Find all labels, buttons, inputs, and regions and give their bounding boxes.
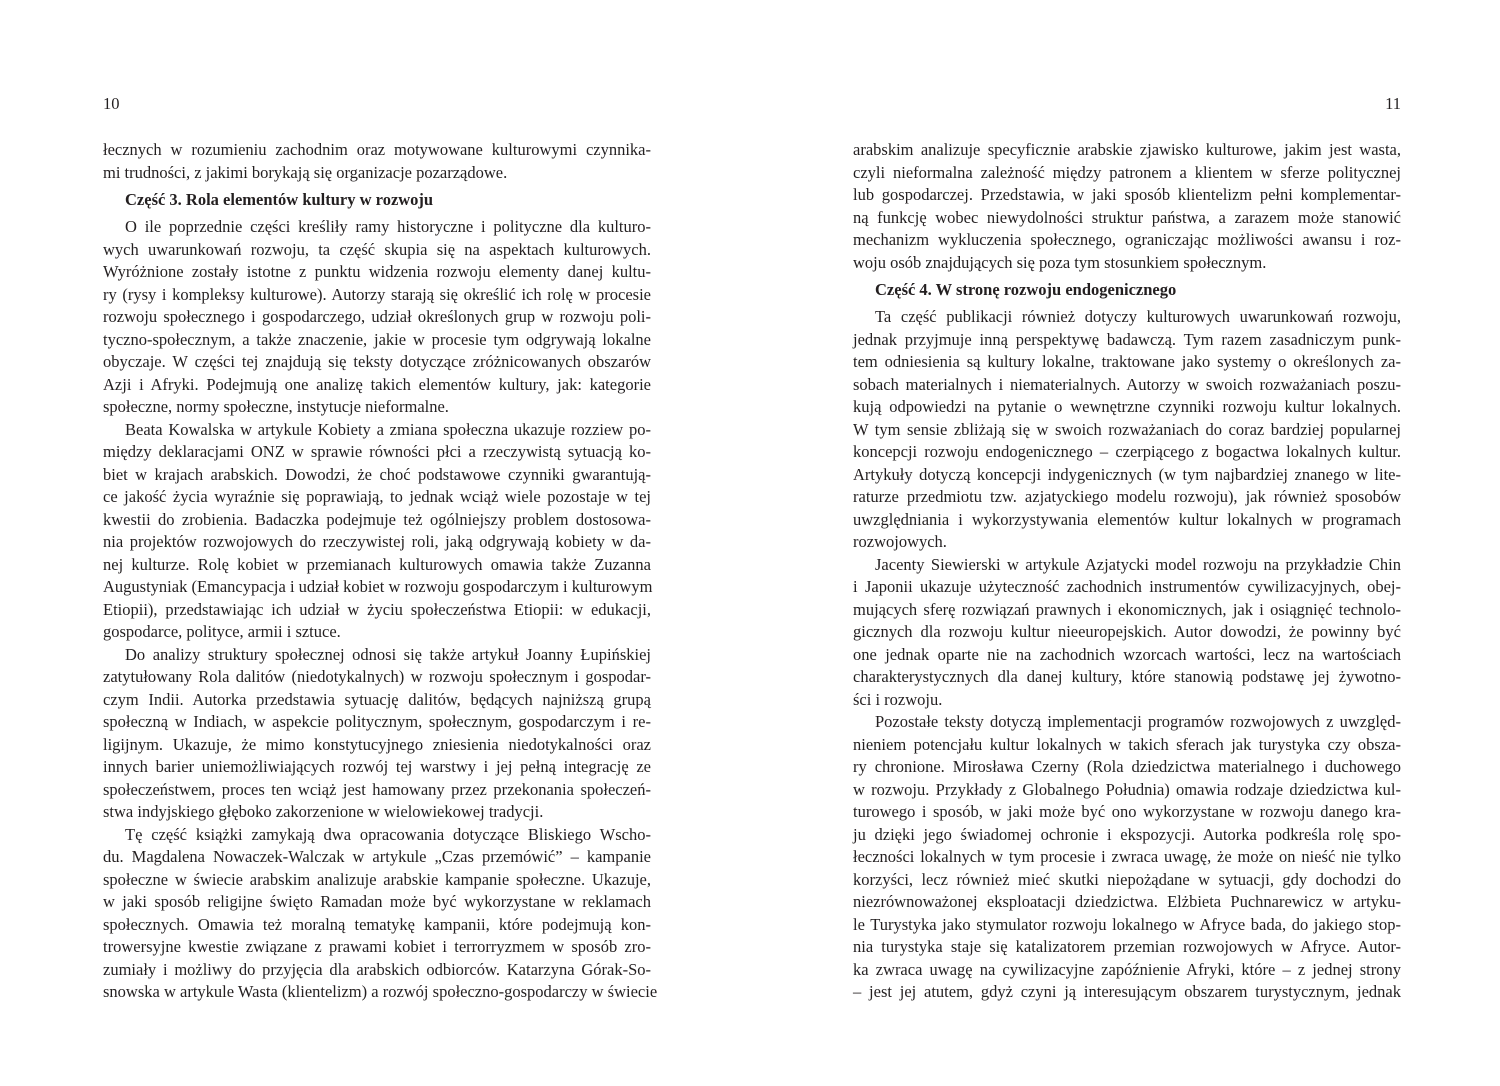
text-line: biet w krajach arabskich. Dowodzi, że choć podstawowe czynniki gwarantują- <box>103 464 651 484</box>
text-line: w jaki sposób religijne święto Ramadan może być wykorzystane w reklamach <box>103 892 651 911</box>
text-line: le Turystyka jako stymulator rozwoju lokalnego w Afryce bada, do jakiego stop- <box>853 914 1401 934</box>
text-line: czyli nieformalna zależność między patronem a klientem w sferze politycznej <box>853 162 1401 182</box>
text-line: ligijnym. Ukazuje, że mimo konstytucyjnego zniesienia niedotykalności oraz <box>103 734 651 754</box>
section-heading: Część 3. Rola elementów kultury w rozwoju <box>125 190 434 209</box>
text-line: stwa indyjskiego głęboko zakorzenione w wielowiekowej tradycji. <box>103 802 544 821</box>
text-line: Artykuły dotyczą koncepcji indygenicznych (w tym najbardziej znanego w lite- <box>853 464 1401 484</box>
page-number: 11 <box>1385 94 1401 113</box>
text-line: Do analizy struktury społecznej odnosi się także artykuł Joanny Łupińskiej <box>125 644 651 664</box>
text-line: społeczną w Indiach, w aspekcie politycznym, społecznym, gospodarczym i re- <box>103 712 651 731</box>
text-line: Pozostałe teksty dotyczą implementacji programów rozwojowych z uwzględ- <box>875 712 1401 731</box>
text-line: nia turystyka staje się katalizatorem przemian rozwojowych w Afryce. Autor- <box>853 937 1401 956</box>
text-line: Azji i Afryki. Podejmują one analizę takich elementów kultury, jak: kategorie <box>103 374 651 394</box>
text-line: społeczne w świecie arabskim analizuje arabskie kampanie społeczne. Ukazuje, <box>103 869 651 889</box>
text-line: lub gospodarczej. Przedstawia, w jaki sposób klientelizm pełni komplementar- <box>853 185 1401 204</box>
text-line: łeczności lokalnych w tym procesie i zwraca uwagę, że może on nieść nie tylko <box>853 847 1401 866</box>
text-line: społeczne, normy społeczne, instytucje nieformalne. <box>103 397 449 416</box>
text-line: ju dzięki jego świadomej ochronie i ekspozycji. Autorka podkreśla rolę spo- <box>853 824 1401 844</box>
text-line: rozwojowych. <box>853 532 947 551</box>
text-line: ry (rysy i kompleksy kulturowe). Autorzy starają się określić ich rolę w procesie <box>103 284 651 304</box>
text-line: jednak przyjmuje inną perspektywę badawczą. Tym razem zasadniczym punk- <box>853 329 1401 349</box>
text-line: raturze przedmiotu tzw. azjatyckiego modelu rozwoju), jak również sposobów <box>853 487 1401 506</box>
text-line: obyczaje. W części tej znajdują się teksty dotyczące zróżnicowanych obszarów <box>103 352 651 371</box>
text-line: Tę część książki zamykają dwa opracowania dotyczące Bliskiego Wscho- <box>125 824 651 844</box>
text-line: czym Indii. Autorka przedstawia sytuację dalitów, będących najniższą grupą <box>103 689 651 709</box>
text-line: Beata Kowalska w artykule Kobiety a zmiana społeczna ukazuje rozziew po- <box>125 419 651 439</box>
text-line: snowska w artykule Wasta (klientelizm) a rozwój społeczno-gospodarczy w świecie <box>103 982 658 1001</box>
text-line: społeczeństwem, proces ten wciąż jest hamowany przez przekonania społeczeń- <box>103 779 651 799</box>
text-line: woju osób znajdujących się poza tym stosunkiem społecznym. <box>853 252 1267 272</box>
text-line: zumiały i możliwy do przyjęcia dla arabskich odbiorców. Katarzyna Górak-So- <box>103 959 651 979</box>
text-line: wych uwarunkowań rozwoju, ta część skupia się na aspektach kulturowych. <box>103 239 651 259</box>
text-line: arabskim analizuje specyficznie arabskie zjawisko kulturowe, jakim jest wasta, <box>853 140 1401 159</box>
text-line: społecznych. Omawia też moralną tematykę kampanii, które podejmują kon- <box>103 914 651 934</box>
text-line: ry chronione. Mirosława Czerny (Rola dziedzictwa materialnego i duchowego <box>853 757 1401 776</box>
text-line: charakterystycznych dla danej kultury, które stanowią podstawę jej żywotno- <box>853 667 1401 686</box>
text-line: turowego i sposób, w jaki może być ono wykorzystane w rozwoju danego kra- <box>853 802 1401 821</box>
text-line: gospodarce, polityce, armii i sztuce. <box>103 622 341 641</box>
text-line: innych barier uniemożliwiających rozwój tej warstwy i jej pełną integrację ze <box>103 757 651 776</box>
text-line: niezrównoważonej eksploatacji dziedzictwa. Elżbieta Puchnarewicz w artyku- <box>853 892 1401 911</box>
text-line: w rozwoju. Przykłady z Globalnego Południa) omawia rodzaje dziedzictwa kul- <box>853 779 1401 799</box>
text-line: i Japonii ukazuje użyteczność zachodnich instrumentów cywilizacyjnych, obej- <box>853 577 1401 596</box>
text-line: Wyróżnione zostały istotne z punktu widzenia rozwoju elementy danej kultu- <box>103 262 651 281</box>
left-page <box>103 93 658 1004</box>
text-line: mi trudności, z jakimi borykają się organizacje pozarządowe. <box>103 162 508 182</box>
text-line: uwzględniania i wykorzystywania elementów kultur lokalnych w programach <box>853 509 1401 529</box>
text-line: ną funkcję wobec niewydolności struktur państwa, a zarazem może stanowić <box>853 207 1401 227</box>
text-line: ka zwraca uwagę na cywilizacyjne zapóźnienie Afryki, które – z jednej strony <box>853 959 1401 979</box>
text-line: Ta część publikacji również dotyczy kulturowych uwarunkowań rozwoju, <box>875 307 1401 326</box>
text-line: nia projektów rozwojowych do rzeczywistej roli, jaką odgrywają kobiety w da- <box>103 532 651 551</box>
right-page <box>853 93 1401 1004</box>
text-line: O ile poprzednie części kreśliły ramy historyczne i polityczne dla kulturo- <box>125 217 651 236</box>
text-line: Augustyniak (Emancypacja i udział kobiet w rozwoju gospodarczym i kulturowym <box>103 577 653 596</box>
text-line: korzyści, lecz również mieć skutki niepożądane w sytuacji, gdy dochodzi do <box>853 869 1401 889</box>
text-line: tyczno-społecznym, a także znaczenie, jakie w procesie tym odgrywają lokalne <box>103 329 651 349</box>
text-line: rozwoju społecznego i gospodarczego, udział określonych grup w rozwoju poli- <box>103 307 651 326</box>
text-line: mujących sferę rozwiązań prawnych i ekonomicznych, jak i osiągnięć technolo- <box>853 599 1401 619</box>
text-line: zatytułowany Rola dalitów (niedotykalnych) w rozwoju społecznym i gospodar- <box>103 667 651 686</box>
text-line: koncepcji rozwoju endogenicznego – czerpiącego z bogactwa lokalnych kultur. <box>853 442 1401 461</box>
text-line: kują odpowiedzi na pytanie o wewnętrzne czynniki rozwoju kultur lokalnych. <box>853 397 1401 416</box>
text-line: tem odniesienia są kultury lokalne, traktowane jako systemy o określonych za- <box>853 352 1401 371</box>
text-line: ce jakość życia wyraźnie się poprawiają, to jednak wciąż wiele pozostaje w tej <box>103 487 651 506</box>
text-line: nieniem potencjału kultur lokalnych w takich sferach jak turystyka czy obsza- <box>853 734 1401 754</box>
text-line: Jacenty Siewierski w artykule Azjatycki model rozwoju na przykładzie Chin <box>875 554 1401 574</box>
text-line: ści i rozwoju. <box>853 689 943 709</box>
page-body <box>853 139 1401 1004</box>
text-line: między deklaracjami ONZ w sprawie równości płci a rzeczywistą sytuacją ko- <box>103 442 651 461</box>
text-line: W tym sensie zbliżają się w swoich rozważaniach do coraz bardziej popularnej <box>853 419 1401 439</box>
text-line: trowersyjne kwestie związane z prawami kobiet i terrorryzmem w sposób zro- <box>103 937 651 956</box>
text-line: nej kulturze. Rolę kobiet w przemianach kulturowych omawia także Zuzanna <box>103 554 651 574</box>
text-line: one jednak oparte nie na zachodnich wzorcach wartości, lecz na wartościach <box>853 644 1401 664</box>
text-line: – jest jej atutem, gdyż czyni ją interesującym obszarem turystycznym, jednak <box>853 982 1401 1001</box>
text-line: kwestii do zrobienia. Badaczka podejmuje też ogólniejszy problem dostosowa- <box>103 509 651 529</box>
page-number: 10 <box>103 94 120 113</box>
text-line: sobach materialnych i niematerialnych. Autorzy w swoich rozważaniach poszu- <box>853 374 1401 394</box>
section-heading: Część 4. W stronę rozwoju endogenicznego <box>875 280 1177 299</box>
page-body <box>103 139 658 1004</box>
text-line: Etiopii), przedstawiając ich udział w życiu społeczeństwa Etiopii: w edukacji, <box>103 599 651 619</box>
text-line: gicznych dla rozwoju kultur nieeuropejskich. Autor dowodzi, że powinny być <box>853 622 1401 641</box>
text-line: mechanizm wykluczenia społecznego, ograniczając możliwości awansu i roz- <box>853 230 1401 249</box>
text-line: du. Magdalena Nowaczek-Walczak w artykule „Czas przemówić” – kampanie <box>103 847 651 866</box>
text-line: łecznych w rozumieniu zachodnim oraz motywowane kulturowymi czynnika- <box>103 140 651 159</box>
